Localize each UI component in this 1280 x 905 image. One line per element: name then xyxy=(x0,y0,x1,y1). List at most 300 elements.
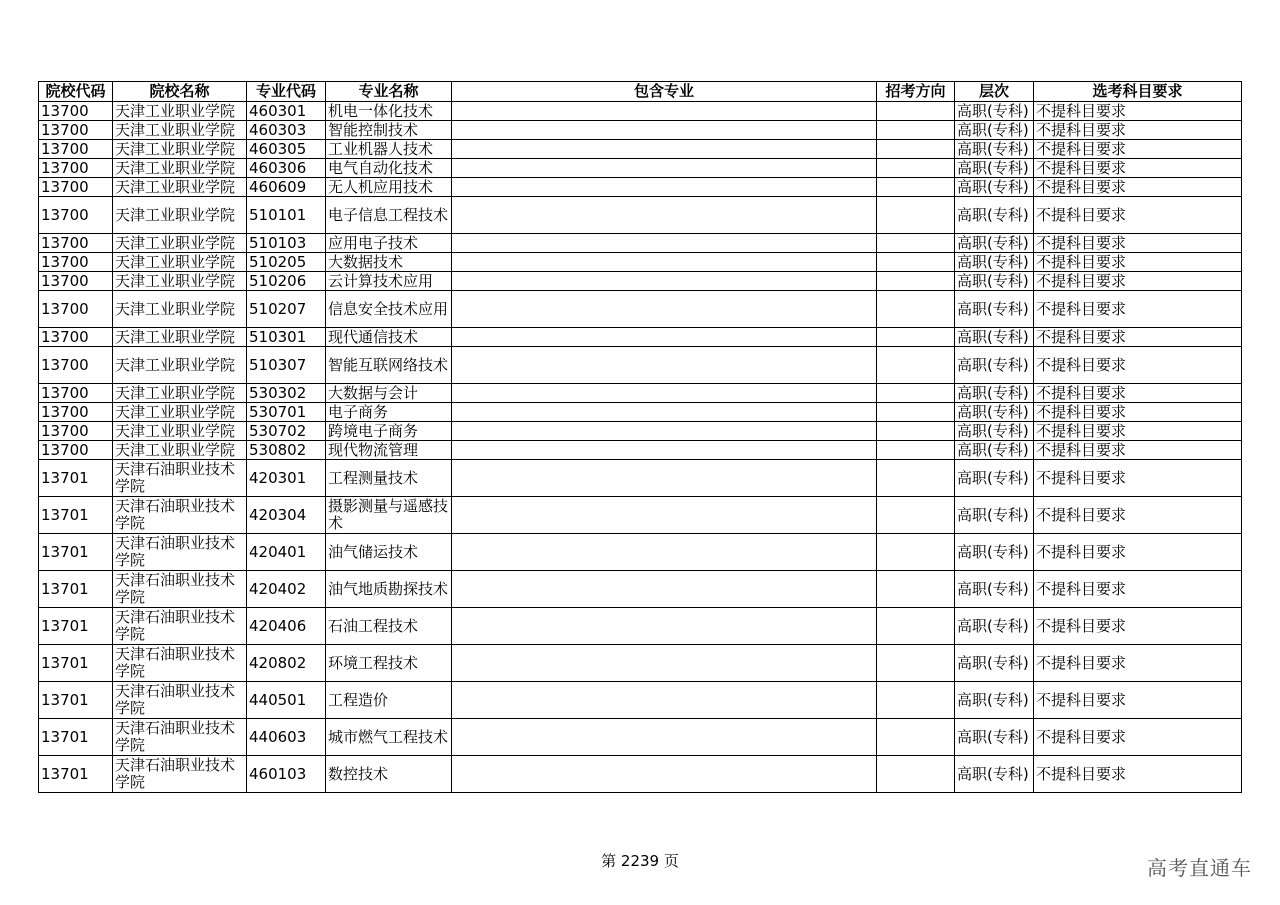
cell-major-code xyxy=(247,497,326,534)
cell-level-text: 高职(专科) xyxy=(957,356,1029,374)
cell-major-code xyxy=(247,403,326,422)
table-row xyxy=(39,234,1242,253)
cell-subject-req xyxy=(1034,441,1242,460)
cell-direction xyxy=(877,291,955,328)
col-header-subject-req: 选考科目要求 xyxy=(1034,82,1242,102)
cell-major-code xyxy=(247,102,326,121)
cell-school-code-text: 13700 xyxy=(41,206,89,224)
cell-subject-req-text: 不提科目要求 xyxy=(1036,580,1127,598)
cell-school-code-text: 13700 xyxy=(41,328,89,346)
cell-school-code-text: 13701 xyxy=(41,506,89,524)
col-header-major-name: 专业名称 xyxy=(326,82,452,102)
cell-level xyxy=(955,682,1034,719)
cell-school-name-text: 天津工业职业学院 xyxy=(115,384,236,402)
table-row xyxy=(39,497,1242,534)
cell-major-code xyxy=(247,756,326,793)
cell-level xyxy=(955,102,1034,121)
cell-subject-req xyxy=(1034,121,1242,140)
cell-school-name xyxy=(113,178,247,197)
cell-level-text: 高职(专科) xyxy=(957,617,1029,635)
cell-direction xyxy=(877,422,955,441)
cell-included-majors xyxy=(452,272,877,291)
cell-school-code xyxy=(39,756,113,793)
table-row xyxy=(39,571,1242,608)
cell-subject-req-text: 不提科目要求 xyxy=(1036,765,1127,783)
cell-major-code xyxy=(247,682,326,719)
cell-major-code xyxy=(247,719,326,756)
cell-included-majors xyxy=(452,497,877,534)
cell-level xyxy=(955,328,1034,347)
cell-level-text: 高职(专科) xyxy=(957,234,1029,252)
cell-major-code-text: 510207 xyxy=(249,300,307,318)
cell-major-name-text: 现代物流管理 xyxy=(328,441,419,459)
cell-major-name-text: 应用电子技术 xyxy=(328,234,419,252)
cell-level xyxy=(955,291,1034,328)
cell-school-name-text: 天津工业职业学院 xyxy=(115,300,236,318)
cell-school-name xyxy=(113,102,247,121)
cell-level-text: 高职(专科) xyxy=(957,765,1029,783)
cell-level xyxy=(955,140,1034,159)
cell-major-name-text: 油气储运技术 xyxy=(328,543,419,561)
cell-school-code xyxy=(39,460,113,497)
cell-school-code xyxy=(39,328,113,347)
cell-major-name xyxy=(326,422,452,441)
cell-included-majors xyxy=(452,159,877,178)
cell-school-name xyxy=(113,571,247,608)
cell-school-name-text: 天津工业职业学院 xyxy=(115,102,236,120)
cell-major-code xyxy=(247,441,326,460)
cell-subject-req xyxy=(1034,253,1242,272)
cell-direction xyxy=(877,534,955,571)
cell-school-name xyxy=(113,534,247,571)
cell-school-code xyxy=(39,645,113,682)
cell-school-name xyxy=(113,460,247,497)
cell-major-code xyxy=(247,234,326,253)
cell-included-majors xyxy=(452,441,877,460)
cell-subject-req-text: 不提科目要求 xyxy=(1036,543,1127,561)
cell-school-name-text: 天津工业职业学院 xyxy=(115,272,236,290)
cell-major-name xyxy=(326,121,452,140)
cell-included-majors xyxy=(452,347,877,384)
cell-included-majors xyxy=(452,178,877,197)
cell-major-code xyxy=(247,291,326,328)
cell-school-name xyxy=(113,234,247,253)
majors-table xyxy=(38,81,1242,793)
cell-major-name xyxy=(326,534,452,571)
cell-level-text: 高职(专科) xyxy=(957,178,1029,196)
cell-major-name-text: 机电一体化技术 xyxy=(328,102,434,120)
cell-school-code-text: 13701 xyxy=(41,654,89,672)
cell-level xyxy=(955,645,1034,682)
table-row xyxy=(39,272,1242,291)
cell-direction xyxy=(877,140,955,159)
cell-level-text: 高职(专科) xyxy=(957,469,1029,487)
cell-subject-req xyxy=(1034,140,1242,159)
col-header-school-name: 院校名称 xyxy=(113,82,247,102)
cell-level-text: 高职(专科) xyxy=(957,654,1029,672)
cell-level-text: 高职(专科) xyxy=(957,691,1029,709)
cell-school-name-text: 天津石油职业技术学院 xyxy=(115,461,236,495)
cell-school-code xyxy=(39,422,113,441)
cell-major-name-text: 云计算技术应用 xyxy=(328,272,434,290)
cell-subject-req-text: 不提科目要求 xyxy=(1036,654,1127,672)
table-row xyxy=(39,384,1242,403)
cell-major-name xyxy=(326,497,452,534)
cell-level xyxy=(955,253,1034,272)
cell-major-code xyxy=(247,328,326,347)
cell-included-majors xyxy=(452,121,877,140)
cell-school-code-text: 13701 xyxy=(41,728,89,746)
cell-level xyxy=(955,497,1034,534)
cell-level xyxy=(955,441,1034,460)
table-row xyxy=(39,140,1242,159)
cell-major-name xyxy=(326,159,452,178)
cell-school-code xyxy=(39,272,113,291)
cell-subject-req xyxy=(1034,347,1242,384)
cell-level xyxy=(955,403,1034,422)
cell-major-code xyxy=(247,534,326,571)
cell-school-name-text: 天津工业职业学院 xyxy=(115,140,236,158)
cell-major-name xyxy=(326,253,452,272)
cell-school-code xyxy=(39,571,113,608)
cell-included-majors xyxy=(452,460,877,497)
cell-major-code-text: 510307 xyxy=(249,356,307,374)
cell-subject-req xyxy=(1034,682,1242,719)
cell-major-code-text: 510205 xyxy=(249,253,307,271)
cell-school-name xyxy=(113,121,247,140)
cell-subject-req xyxy=(1034,403,1242,422)
table-row xyxy=(39,159,1242,178)
cell-school-code-text: 13700 xyxy=(41,384,89,402)
cell-subject-req-text: 不提科目要求 xyxy=(1036,102,1127,120)
cell-major-name-text: 跨境电子商务 xyxy=(328,422,419,440)
cell-major-code xyxy=(247,608,326,645)
table-row xyxy=(39,645,1242,682)
cell-subject-req-text: 不提科目要求 xyxy=(1036,328,1127,346)
cell-major-name xyxy=(326,347,452,384)
cell-school-name xyxy=(113,291,247,328)
cell-major-name xyxy=(326,140,452,159)
cell-subject-req-text: 不提科目要求 xyxy=(1036,140,1127,158)
cell-school-name-text: 天津石油职业技术学院 xyxy=(115,683,236,717)
cell-school-name xyxy=(113,140,247,159)
cell-level xyxy=(955,422,1034,441)
cell-major-name xyxy=(326,178,452,197)
cell-level-text: 高职(专科) xyxy=(957,140,1029,158)
cell-major-name xyxy=(326,197,452,234)
cell-subject-req-text: 不提科目要求 xyxy=(1036,384,1127,402)
cell-major-name-text: 无人机应用技术 xyxy=(328,178,434,196)
col-header-school-code: 院校代码 xyxy=(39,82,113,102)
table-row xyxy=(39,403,1242,422)
cell-major-name-text: 电子商务 xyxy=(328,403,389,421)
cell-included-majors xyxy=(452,403,877,422)
cell-included-majors xyxy=(452,102,877,121)
cell-major-name-text: 信息安全技术应用 xyxy=(328,300,449,318)
cell-major-code xyxy=(247,571,326,608)
table-body xyxy=(39,102,1242,793)
cell-school-code xyxy=(39,347,113,384)
cell-level-text: 高职(专科) xyxy=(957,441,1029,459)
cell-direction xyxy=(877,645,955,682)
cell-major-code-text: 530302 xyxy=(249,384,307,402)
cell-subject-req-text: 不提科目要求 xyxy=(1036,356,1127,374)
cell-major-code xyxy=(247,140,326,159)
cell-school-code-text: 13700 xyxy=(41,422,89,440)
cell-school-code-text: 13701 xyxy=(41,580,89,598)
cell-direction xyxy=(877,460,955,497)
cell-major-code-text: 460301 xyxy=(249,102,307,120)
cell-school-name xyxy=(113,441,247,460)
col-header-direction: 招考方向 xyxy=(877,82,955,102)
watermark-logo-text: 高考直通车 xyxy=(1147,856,1252,880)
cell-subject-req xyxy=(1034,291,1242,328)
cell-direction xyxy=(877,608,955,645)
cell-school-code xyxy=(39,253,113,272)
table-row xyxy=(39,534,1242,571)
cell-school-name-text: 天津石油职业技术学院 xyxy=(115,498,236,532)
cell-level-text: 高职(专科) xyxy=(957,159,1029,177)
cell-school-name-text: 天津工业职业学院 xyxy=(115,206,236,224)
cell-included-majors xyxy=(452,328,877,347)
cell-major-name xyxy=(326,608,452,645)
cell-major-code xyxy=(247,159,326,178)
cell-school-name xyxy=(113,719,247,756)
cell-level-text: 高职(专科) xyxy=(957,506,1029,524)
cell-major-name-text: 电子信息工程技术 xyxy=(328,206,449,224)
cell-level-text: 高职(专科) xyxy=(957,102,1029,120)
cell-major-code-text: 440603 xyxy=(249,728,307,746)
cell-subject-req-text: 不提科目要求 xyxy=(1036,441,1127,459)
cell-major-name xyxy=(326,272,452,291)
cell-level xyxy=(955,756,1034,793)
cell-school-name-text: 天津石油职业技术学院 xyxy=(115,757,236,791)
cell-level-text: 高职(专科) xyxy=(957,403,1029,421)
cell-major-code-text: 510301 xyxy=(249,328,307,346)
cell-direction xyxy=(877,497,955,534)
cell-subject-req-text: 不提科目要求 xyxy=(1036,253,1127,271)
cell-major-code xyxy=(247,460,326,497)
table-row xyxy=(39,291,1242,328)
cell-major-code xyxy=(247,121,326,140)
cell-major-name xyxy=(326,102,452,121)
cell-direction xyxy=(877,384,955,403)
cell-major-name-text: 摄影测量与遥感技术 xyxy=(328,498,449,532)
cell-major-code-text: 420406 xyxy=(249,617,307,635)
cell-direction xyxy=(877,197,955,234)
cell-school-name-text: 天津工业职业学院 xyxy=(115,356,236,374)
table-row xyxy=(39,328,1242,347)
cell-subject-req xyxy=(1034,497,1242,534)
cell-level-text: 高职(专科) xyxy=(957,543,1029,561)
cell-subject-req-text: 不提科目要求 xyxy=(1036,178,1127,196)
cell-school-code xyxy=(39,403,113,422)
cell-subject-req-text: 不提科目要求 xyxy=(1036,159,1127,177)
cell-major-name-text: 大数据与会计 xyxy=(328,384,419,402)
cell-major-name xyxy=(326,441,452,460)
cell-direction xyxy=(877,234,955,253)
cell-subject-req xyxy=(1034,102,1242,121)
cell-major-name-text: 现代通信技术 xyxy=(328,328,419,346)
cell-school-code-text: 13700 xyxy=(41,300,89,318)
table-row xyxy=(39,756,1242,793)
cell-subject-req-text: 不提科目要求 xyxy=(1036,422,1127,440)
cell-school-name-text: 天津工业职业学院 xyxy=(115,159,236,177)
cell-level-text: 高职(专科) xyxy=(957,384,1029,402)
cell-major-code-text: 530702 xyxy=(249,422,307,440)
cell-major-code-text: 460103 xyxy=(249,765,307,783)
cell-subject-req xyxy=(1034,234,1242,253)
cell-included-majors xyxy=(452,197,877,234)
cell-school-code-text: 13701 xyxy=(41,691,89,709)
cell-school-code xyxy=(39,178,113,197)
cell-school-name-text: 天津工业职业学院 xyxy=(115,422,236,440)
cell-school-name-text: 天津工业职业学院 xyxy=(115,178,236,196)
table-row xyxy=(39,441,1242,460)
cell-school-code xyxy=(39,159,113,178)
cell-major-name xyxy=(326,403,452,422)
cell-school-code xyxy=(39,497,113,534)
cell-major-name xyxy=(326,571,452,608)
col-header-included-majors: 包含专业 xyxy=(452,82,877,102)
cell-included-majors xyxy=(452,422,877,441)
cell-subject-req xyxy=(1034,272,1242,291)
cell-school-name xyxy=(113,756,247,793)
cell-level-text: 高职(专科) xyxy=(957,300,1029,318)
cell-subject-req-text: 不提科目要求 xyxy=(1036,300,1127,318)
cell-school-code-text: 13700 xyxy=(41,253,89,271)
cell-school-code xyxy=(39,441,113,460)
cell-school-code xyxy=(39,719,113,756)
cell-subject-req-text: 不提科目要求 xyxy=(1036,272,1127,290)
cell-school-name-text: 天津工业职业学院 xyxy=(115,253,236,271)
cell-major-code-text: 460306 xyxy=(249,159,307,177)
cell-school-name-text: 天津工业职业学院 xyxy=(115,328,236,346)
cell-major-code xyxy=(247,384,326,403)
cell-subject-req xyxy=(1034,608,1242,645)
cell-school-name-text: 天津工业职业学院 xyxy=(115,403,236,421)
cell-subject-req xyxy=(1034,645,1242,682)
cell-major-name xyxy=(326,645,452,682)
cell-school-code xyxy=(39,384,113,403)
cell-school-code xyxy=(39,608,113,645)
cell-major-name-text: 油气地质勘探技术 xyxy=(328,580,449,598)
cell-subject-req xyxy=(1034,460,1242,497)
cell-subject-req xyxy=(1034,328,1242,347)
cell-school-code xyxy=(39,682,113,719)
cell-school-name xyxy=(113,197,247,234)
cell-major-code-text: 460303 xyxy=(249,121,307,139)
cell-major-name-text: 智能互联网络技术 xyxy=(328,356,449,374)
table-row xyxy=(39,102,1242,121)
cell-school-code-text: 13700 xyxy=(41,403,89,421)
cell-direction xyxy=(877,571,955,608)
cell-major-code xyxy=(247,272,326,291)
col-header-level: 层次 xyxy=(955,82,1034,102)
cell-school-code-text: 13701 xyxy=(41,765,89,783)
cell-school-name xyxy=(113,253,247,272)
cell-included-majors xyxy=(452,534,877,571)
table-header-row xyxy=(39,82,1242,102)
cell-included-majors xyxy=(452,140,877,159)
cell-subject-req-text: 不提科目要求 xyxy=(1036,234,1127,252)
cell-school-code-text: 13700 xyxy=(41,140,89,158)
cell-direction xyxy=(877,272,955,291)
cell-subject-req xyxy=(1034,159,1242,178)
cell-direction xyxy=(877,347,955,384)
cell-subject-req-text: 不提科目要求 xyxy=(1036,403,1127,421)
cell-major-name xyxy=(326,234,452,253)
cell-school-code-text: 13700 xyxy=(41,159,89,177)
cell-level xyxy=(955,178,1034,197)
cell-school-name xyxy=(113,384,247,403)
cell-major-name xyxy=(326,756,452,793)
cell-subject-req-text: 不提科目要求 xyxy=(1036,121,1127,139)
table-row xyxy=(39,460,1242,497)
cell-level xyxy=(955,121,1034,140)
cell-major-name-text: 大数据技术 xyxy=(328,253,404,271)
cell-level-text: 高职(专科) xyxy=(957,121,1029,139)
cell-major-code-text: 460609 xyxy=(249,178,307,196)
cell-included-majors xyxy=(452,608,877,645)
cell-level-text: 高职(专科) xyxy=(957,422,1029,440)
cell-direction xyxy=(877,403,955,422)
cell-subject-req xyxy=(1034,197,1242,234)
cell-school-name xyxy=(113,497,247,534)
cell-major-name xyxy=(326,291,452,328)
table-row xyxy=(39,682,1242,719)
cell-subject-req xyxy=(1034,571,1242,608)
cell-subject-req xyxy=(1034,384,1242,403)
cell-major-name xyxy=(326,384,452,403)
cell-school-name-text: 天津工业职业学院 xyxy=(115,234,236,252)
cell-level xyxy=(955,347,1034,384)
cell-level xyxy=(955,460,1034,497)
cell-school-name xyxy=(113,272,247,291)
cell-school-code-text: 13700 xyxy=(41,234,89,252)
cell-subject-req-text: 不提科目要求 xyxy=(1036,691,1127,709)
cell-major-code-text: 420802 xyxy=(249,654,307,672)
cell-level-text: 高职(专科) xyxy=(957,728,1029,746)
cell-major-name-text: 工业机器人技术 xyxy=(328,140,434,158)
cell-included-majors xyxy=(452,384,877,403)
table-row xyxy=(39,422,1242,441)
cell-subject-req-text: 不提科目要求 xyxy=(1036,469,1127,487)
cell-major-name-text: 工程测量技术 xyxy=(328,469,419,487)
cell-major-code xyxy=(247,422,326,441)
cell-school-code xyxy=(39,234,113,253)
cell-major-name-text: 电气自动化技术 xyxy=(328,159,434,177)
cell-school-code-text: 13701 xyxy=(41,543,89,561)
cell-major-code-text: 420301 xyxy=(249,469,307,487)
cell-major-code-text: 460305 xyxy=(249,140,307,158)
cell-school-name-text: 天津石油职业技术学院 xyxy=(115,609,236,643)
cell-school-name-text: 天津工业职业学院 xyxy=(115,121,236,139)
cell-direction xyxy=(877,102,955,121)
cell-major-name-text: 石油工程技术 xyxy=(328,617,419,635)
cell-level xyxy=(955,384,1034,403)
cell-major-name-text: 城市燃气工程技术 xyxy=(328,728,449,746)
cell-direction xyxy=(877,178,955,197)
cell-school-name xyxy=(113,347,247,384)
cell-included-majors xyxy=(452,682,877,719)
cell-school-name-text: 天津石油职业技术学院 xyxy=(115,572,236,606)
table-row xyxy=(39,347,1242,384)
cell-school-code xyxy=(39,102,113,121)
cell-level-text: 高职(专科) xyxy=(957,253,1029,271)
cell-included-majors xyxy=(452,291,877,328)
cell-school-name-text: 天津石油职业技术学院 xyxy=(115,535,236,569)
